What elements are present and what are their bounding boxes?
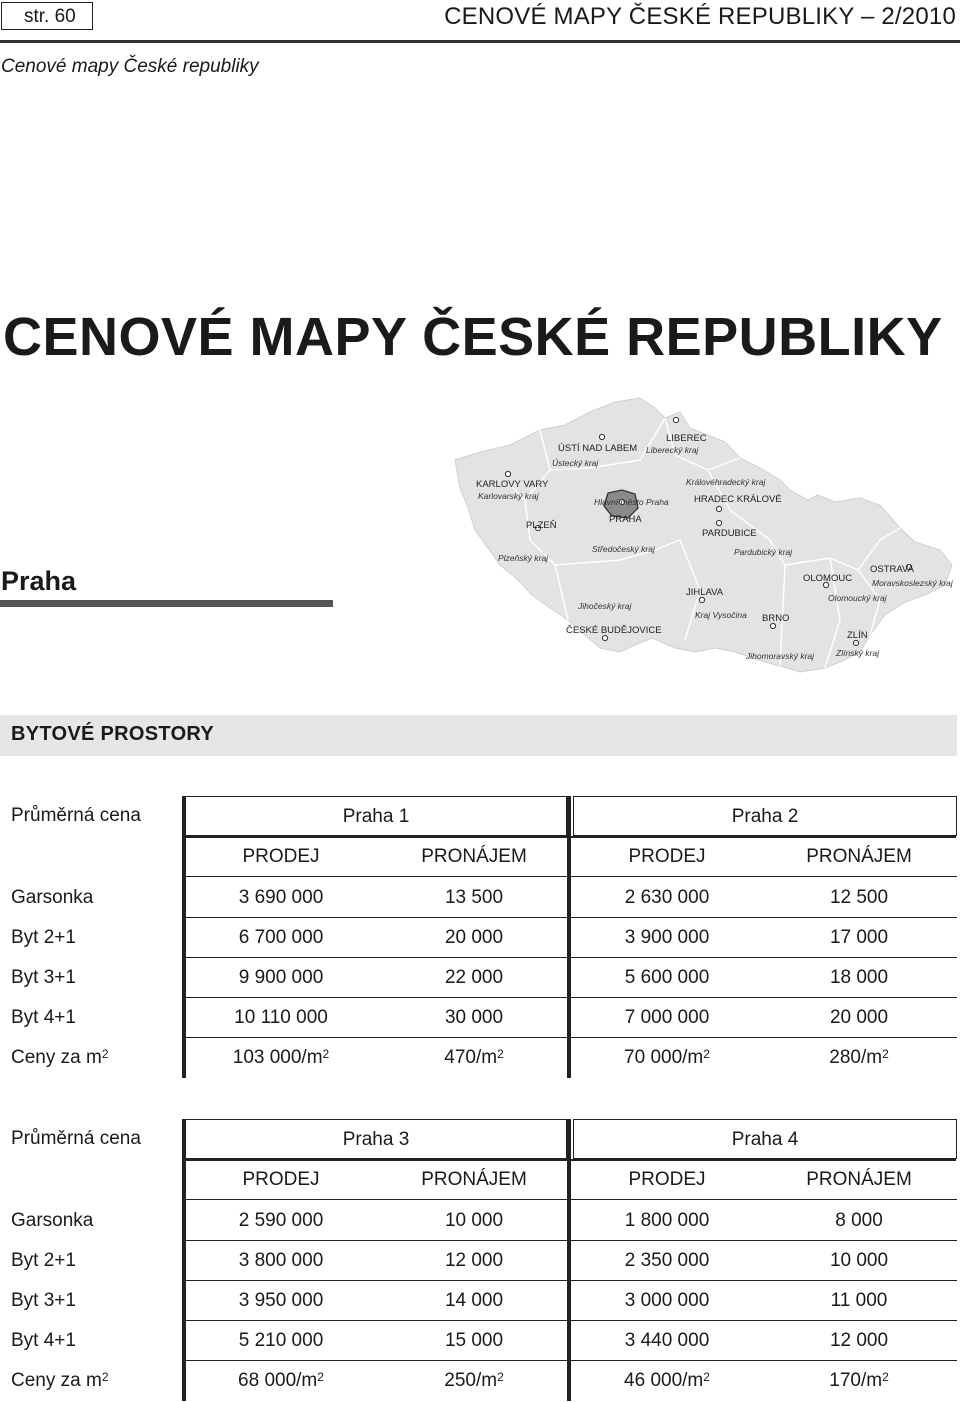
region-name: Praha bbox=[1, 566, 77, 596]
svg-text:PRAHA: PRAHA bbox=[609, 514, 642, 525]
cell-value: 7 000 000 bbox=[624, 1007, 710, 1028]
column-header: PRONÁJEM bbox=[806, 1169, 912, 1190]
cell-value: 11 000 bbox=[830, 1290, 888, 1311]
cell-value: 20 000 bbox=[444, 927, 504, 948]
svg-text:Karlovarský kraj: Karlovarský kraj bbox=[478, 491, 539, 501]
svg-text:OSTRAVA: OSTRAVA bbox=[870, 564, 914, 575]
cell-value: 8 000 bbox=[835, 1210, 883, 1231]
cell-value: 12 000 bbox=[829, 1330, 889, 1351]
cell-value: 6 700 000 bbox=[238, 927, 324, 948]
page-number: str. 60 bbox=[1, 2, 93, 30]
district-header: Praha 4 bbox=[573, 1119, 957, 1159]
svg-text:Liberecký kraj: Liberecký kraj bbox=[646, 445, 699, 455]
cell-value: 9 900 000 bbox=[238, 967, 324, 988]
column-header: PRODEJ bbox=[628, 1169, 706, 1190]
svg-text:KARLOVY VARY: KARLOVY VARY bbox=[476, 479, 549, 490]
svg-text:Kraj Vysočina: Kraj Vysočina bbox=[695, 610, 747, 620]
row-rule bbox=[186, 1199, 957, 1200]
cell-value: 15 000 bbox=[444, 1330, 504, 1351]
table-row bbox=[0, 1201, 960, 1241]
cell-value: 22 000 bbox=[444, 967, 504, 988]
cell-value: 12 000 bbox=[444, 1250, 504, 1271]
svg-text:PARDUBICE: PARDUBICE bbox=[702, 528, 757, 539]
column-header-row bbox=[0, 837, 960, 877]
svg-text:OLOMOUC: OLOMOUC bbox=[803, 573, 853, 584]
price-per-m2-row bbox=[0, 1038, 960, 1078]
cell-value: $170/m^2$ bbox=[829, 1370, 889, 1391]
column-header: PRODEJ bbox=[242, 846, 320, 867]
svg-text:PLZEŇ: PLZEŇ bbox=[526, 520, 557, 531]
cell-value: 18 000 bbox=[829, 967, 889, 988]
cell-value: 3 900 000 bbox=[624, 927, 710, 948]
header-rule bbox=[0, 40, 960, 43]
cell-value: 3 950 000 bbox=[238, 1290, 324, 1311]
table-row bbox=[0, 998, 960, 1038]
row-label: Garsonka bbox=[11, 1210, 94, 1231]
region-underline bbox=[0, 600, 333, 607]
svg-text:ZLÍN: ZLÍN bbox=[847, 630, 868, 641]
svg-text:Moravskoslezský kraj: Moravskoslezský kraj bbox=[872, 578, 953, 588]
table-header-row bbox=[0, 1119, 960, 1159]
column-header-row bbox=[0, 1160, 960, 1200]
row-label: Byt 4+1 bbox=[11, 1007, 76, 1028]
table-row bbox=[0, 1241, 960, 1281]
column-header: PRONÁJEM bbox=[421, 1169, 527, 1190]
cell-value: 2 590 000 bbox=[238, 1210, 324, 1231]
district-header: Praha 3 bbox=[185, 1119, 567, 1159]
svg-text:BRNO: BRNO bbox=[762, 613, 790, 624]
row-label: Ceny za $m^2$ bbox=[11, 1370, 109, 1391]
svg-text:Jihomoravský kraj: Jihomoravský kraj bbox=[746, 651, 815, 661]
svg-text:Pardubický kraj: Pardubický kraj bbox=[734, 547, 793, 557]
category-title: BYTOVÉ PROSTORY bbox=[11, 723, 215, 745]
svg-text:Zlínský kraj: Zlínský kraj bbox=[836, 648, 879, 658]
cell-value: 3 800 000 bbox=[238, 1250, 324, 1271]
cell-value: $470/m^2$ bbox=[444, 1047, 504, 1068]
cell-value: 14 000 bbox=[444, 1290, 504, 1311]
cell-value: 70 $000/m^2$ bbox=[624, 1047, 710, 1068]
cell-value: 68 $000/m^2$ bbox=[238, 1370, 324, 1391]
row-label: Byt 2+1 bbox=[11, 1250, 76, 1271]
running-title: CENOVÉ MAPY ČESKÉ REPUBLIKY – 2/2010 bbox=[444, 3, 956, 30]
cell-value: 5 600 000 bbox=[624, 967, 710, 988]
district-header: Praha 1 bbox=[185, 796, 567, 836]
cell-value: 20 000 bbox=[829, 1007, 889, 1028]
row-label: Byt 3+1 bbox=[11, 967, 76, 988]
map-svg bbox=[440, 390, 960, 705]
row-label: Byt 3+1 bbox=[11, 1290, 76, 1311]
table-row bbox=[0, 1321, 960, 1361]
cell-value: 1 800 000 bbox=[624, 1210, 710, 1231]
column-header: PRONÁJEM bbox=[421, 846, 527, 867]
cell-value: $280/m^2$ bbox=[829, 1047, 889, 1068]
price-per-m2-row bbox=[0, 1361, 960, 1401]
svg-text:HRADEC KRÁLOVÉ: HRADEC KRÁLOVÉ bbox=[694, 494, 782, 505]
column-header: PRODEJ bbox=[242, 1169, 320, 1190]
table-row bbox=[0, 918, 960, 958]
czech-republic-map bbox=[440, 390, 960, 705]
svg-text:Plzeňský kraj: Plzeňský kraj bbox=[498, 553, 549, 563]
svg-text:Jihočeský kraj: Jihočeský kraj bbox=[578, 601, 632, 611]
svg-text:Středočeský kraj: Středočeský kraj bbox=[592, 544, 655, 554]
cell-value: 13 500 bbox=[444, 887, 504, 908]
cell-value: $250/m^2$ bbox=[444, 1370, 504, 1391]
svg-text:ČESKÉ BUDĚJOVICE: ČESKÉ BUDĚJOVICE bbox=[566, 625, 662, 636]
svg-text:Královéhradecký kraj: Královéhradecký kraj bbox=[686, 477, 766, 487]
row-label: Garsonka bbox=[11, 887, 94, 908]
row-header-label: Průměrná cena bbox=[11, 1128, 141, 1149]
cell-value: 2 350 000 bbox=[624, 1250, 710, 1271]
svg-text:Ústecký kraj: Ústecký kraj bbox=[552, 458, 599, 468]
svg-text:ÚSTÍ NAD LABEM: ÚSTÍ NAD LABEM bbox=[558, 443, 638, 454]
row-label: Ceny za $m^2$ bbox=[11, 1047, 109, 1068]
cell-value: 17 000 bbox=[829, 927, 889, 948]
cell-value: 5 210 000 bbox=[238, 1330, 324, 1351]
svg-text:LIBEREC: LIBEREC bbox=[666, 433, 707, 444]
row-label: Byt 4+1 bbox=[11, 1330, 76, 1351]
section-subtitle: Cenové mapy České republiky bbox=[1, 56, 259, 77]
svg-text:Hlavní město Praha: Hlavní město Praha bbox=[594, 497, 669, 507]
cell-value: 103 $000/m^2$ bbox=[232, 1047, 330, 1068]
cell-value: 3 690 000 bbox=[238, 887, 324, 908]
cell-value: 10 000 bbox=[444, 1210, 504, 1231]
svg-text:JIHLAVA: JIHLAVA bbox=[686, 587, 724, 598]
row-header-label: Průměrná cena bbox=[11, 805, 141, 826]
svg-text:Olomoucký kraj: Olomoucký kraj bbox=[828, 593, 887, 603]
cell-value: 30 000 bbox=[444, 1007, 504, 1028]
page-title: CENOVÉ MAPY ČESKÉ REPUBLIKY bbox=[3, 307, 943, 367]
row-rule bbox=[186, 876, 957, 877]
table-row bbox=[0, 878, 960, 918]
cell-value: 46 $000/m^2$ bbox=[624, 1370, 710, 1391]
district-header: Praha 2 bbox=[573, 796, 957, 836]
cell-value: 12 500 bbox=[829, 887, 889, 908]
cell-value: 10 110 000 bbox=[234, 1007, 328, 1028]
cell-value: 10 000 bbox=[829, 1250, 889, 1271]
table-row bbox=[0, 958, 960, 998]
row-label: Byt 2+1 bbox=[11, 927, 76, 948]
column-header: PRODEJ bbox=[628, 846, 706, 867]
column-header: PRONÁJEM bbox=[806, 846, 912, 867]
cell-value: 3 440 000 bbox=[624, 1330, 710, 1351]
cell-value: 3 000 000 bbox=[624, 1290, 710, 1311]
table-row bbox=[0, 1281, 960, 1321]
cell-value: 2 630 000 bbox=[624, 887, 710, 908]
table-header-row bbox=[0, 796, 960, 836]
